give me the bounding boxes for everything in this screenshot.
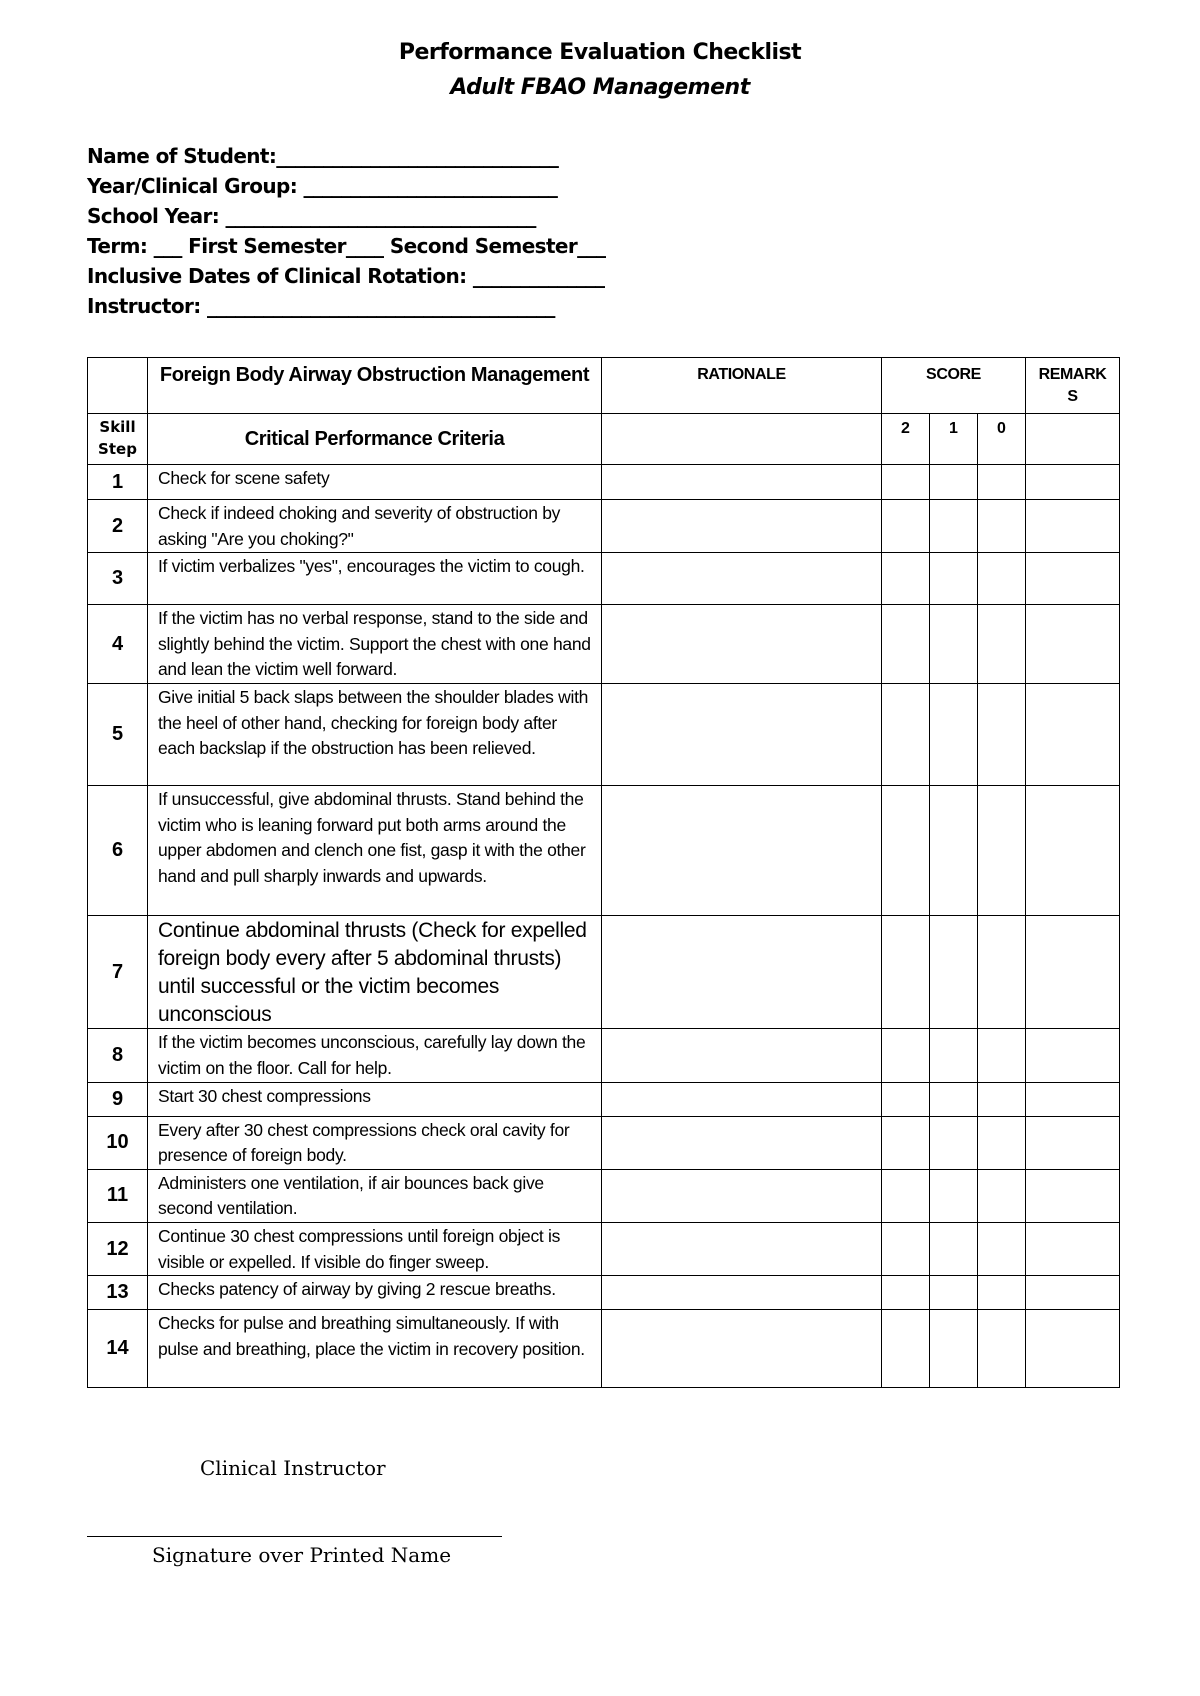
score-0-cell[interactable] (978, 1116, 1026, 1169)
step-number: 7 (88, 916, 148, 1029)
score-2-cell[interactable] (882, 786, 930, 916)
table-row (88, 1116, 1120, 1169)
score-0-header: 0 (978, 414, 1026, 465)
step-number: 10 (88, 1116, 148, 1169)
step-number: 14 (88, 1310, 148, 1388)
score-1-cell[interactable] (930, 1116, 978, 1169)
remarks-cell[interactable] (1026, 786, 1120, 916)
step-number: 13 (88, 1276, 148, 1310)
page-title: Performance Evaluation Checklist (398, 40, 802, 65)
page-subtitle: Adult FBAO Management (450, 75, 750, 100)
score-2-cell[interactable] (882, 1276, 930, 1310)
step-description: Continue abdominal thrusts (Check for expelled foreign body every after 5 abdominal thrusts) until successful or the victim becomes unconscious (148, 916, 602, 1029)
step-number: 12 (88, 1222, 148, 1275)
remarks-cell[interactable] (1026, 1116, 1120, 1169)
score-0-cell[interactable] (978, 916, 1026, 1029)
rationale-cell[interactable] (602, 916, 882, 1029)
remarks-cell[interactable] (1026, 1222, 1120, 1275)
score-1-cell[interactable] (930, 786, 978, 916)
rationale-cell[interactable] (602, 786, 882, 916)
score-2-cell[interactable] (882, 1169, 930, 1222)
remarks-header-blank (1026, 414, 1120, 465)
score-0-cell[interactable] (978, 1276, 1026, 1310)
rationale-cell[interactable] (602, 1276, 882, 1310)
step-number: 4 (88, 605, 148, 684)
step-number: 2 (88, 500, 148, 553)
score-0-cell[interactable] (978, 465, 1026, 500)
step-description: If the victim becomes unconscious, carefully lay down the victim on the floor. Call for help. (148, 1029, 602, 1082)
score-2-header: 2 (882, 414, 930, 465)
score-1-cell[interactable] (930, 500, 978, 553)
remarks-cell[interactable] (1026, 684, 1120, 786)
score-1-cell[interactable] (930, 1222, 978, 1275)
step-description: Start 30 chest compressions (148, 1082, 602, 1116)
rationale-cell[interactable] (602, 1116, 882, 1169)
remarks-cell[interactable] (1026, 500, 1120, 553)
remarks-cell[interactable] (1026, 1276, 1120, 1310)
score-0-cell[interactable] (978, 1029, 1026, 1082)
score-0-cell[interactable] (978, 786, 1026, 916)
corner-cell (88, 358, 148, 414)
table-row (88, 786, 1120, 916)
score-2-cell[interactable] (882, 684, 930, 786)
rationale-cell[interactable] (602, 500, 882, 553)
score-1-cell[interactable] (930, 1082, 978, 1116)
table-row (88, 1029, 1120, 1082)
remarks-cell[interactable] (1026, 1169, 1120, 1222)
rotation-dates-field: Inclusive Dates of Clinical Rotation: ______________ (87, 264, 605, 288)
table-row (88, 500, 1120, 553)
rationale-cell[interactable] (602, 1310, 882, 1388)
signature-line (87, 1536, 502, 1537)
score-1-cell[interactable] (930, 1310, 978, 1388)
remarks-header: REMARKS (1026, 358, 1120, 414)
table-row (88, 916, 1120, 1029)
step-number: 6 (88, 786, 148, 916)
step-number: 8 (88, 1029, 148, 1082)
remarks-cell[interactable] (1026, 605, 1120, 684)
step-number: 1 (88, 465, 148, 500)
table-row (88, 1169, 1120, 1222)
table-row (88, 684, 1120, 786)
score-1-cell[interactable] (930, 916, 978, 1029)
score-2-cell[interactable] (882, 500, 930, 553)
table-row (88, 465, 1120, 500)
score-1-cell[interactable] (930, 1169, 978, 1222)
step-description: If victim verbalizes "yes", encourages the victim to cough. (148, 553, 602, 605)
remarks-cell[interactable] (1026, 465, 1120, 500)
score-1-cell[interactable] (930, 1276, 978, 1310)
step-description: Every after 30 chest compressions check oral cavity for presence of foreign body. (148, 1116, 602, 1169)
score-0-cell[interactable] (978, 684, 1026, 786)
student-info-fields (87, 141, 605, 321)
score-0-cell[interactable] (978, 1310, 1026, 1388)
rationale-cell[interactable] (602, 684, 882, 786)
table-row (88, 1310, 1120, 1388)
step-number: 5 (88, 684, 148, 786)
remarks-cell[interactable] (1026, 916, 1120, 1029)
score-header: SCORE (882, 358, 1026, 414)
signature-role: Clinical Instructor (200, 1456, 386, 1480)
step-description: Administers one ventilation, if air bounces back give second ventilation. (148, 1169, 602, 1222)
step-description: Checks patency of airway by giving 2 rescue breaths. (148, 1276, 602, 1310)
score-0-cell[interactable] (978, 500, 1026, 553)
step-description: Continue 30 chest compressions until foreign object is visible or expelled. If visible do finger sweep. (148, 1222, 602, 1275)
score-2-cell[interactable] (882, 1029, 930, 1082)
score-1-cell[interactable] (930, 465, 978, 500)
step-description: Check for scene safety (148, 465, 602, 500)
score-2-cell[interactable] (882, 1082, 930, 1116)
score-2-cell[interactable] (882, 916, 930, 1029)
table-row (88, 553, 1120, 605)
skill-step-label: Skill Step (88, 414, 148, 465)
score-0-cell[interactable] (978, 1169, 1026, 1222)
score-0-cell[interactable] (978, 605, 1026, 684)
score-2-cell[interactable] (882, 1310, 930, 1388)
remarks-cell[interactable] (1026, 1029, 1120, 1082)
rationale-cell[interactable] (602, 1029, 882, 1082)
remarks-cell[interactable] (1026, 1082, 1120, 1116)
student-name-field: Name of Student:______________________________ (87, 144, 559, 168)
step-number: 11 (88, 1169, 148, 1222)
table-row (88, 605, 1120, 684)
step-description: If unsuccessful, give abdominal thrusts. Stand behind the victim who is leaning forward put both arms around the upper abdomen and clench one fist, gasp it with the other hand and pull sharply inwards and upwards. (148, 786, 602, 916)
score-2-cell[interactable] (882, 553, 930, 605)
rationale-cell[interactable] (602, 605, 882, 684)
remarks-cell[interactable] (1026, 553, 1120, 605)
criteria-header: Critical Performance Criteria (148, 414, 602, 465)
table-row (88, 1276, 1120, 1310)
table-main-header: Foreign Body Airway Obstruction Management (148, 358, 602, 414)
score-2-cell[interactable] (882, 1222, 930, 1275)
rationale-cell[interactable] (602, 553, 882, 605)
rationale-header: RATIONALE (602, 358, 882, 414)
score-0-cell[interactable] (978, 1222, 1026, 1275)
score-1-cell[interactable] (930, 605, 978, 684)
instructor-field: Instructor: _____________________________________ (87, 294, 555, 318)
step-description: If the victim has no verbal response, stand to the side and slightly behind the victim. Support the chest with one hand and lean the victim well forward. (148, 605, 602, 684)
step-description: Check if indeed choking and severity of obstruction by asking "Are you choking?" (148, 500, 602, 553)
table-row (88, 1082, 1120, 1116)
rationale-header-blank (602, 414, 882, 465)
rationale-cell[interactable] (602, 1082, 882, 1116)
score-0-cell[interactable] (978, 1082, 1026, 1116)
rationale-cell[interactable] (602, 465, 882, 500)
score-1-header: 1 (930, 414, 978, 465)
score-2-cell[interactable] (882, 465, 930, 500)
score-1-cell[interactable] (930, 553, 978, 605)
score-2-cell[interactable] (882, 605, 930, 684)
step-description: Checks for pulse and breathing simultaneously. If with pulse and breathing, place the victim in recovery position. (148, 1310, 602, 1388)
score-1-cell[interactable] (930, 684, 978, 786)
rationale-cell[interactable] (602, 1222, 882, 1275)
step-number: 9 (88, 1082, 148, 1116)
signature-label: Signature over Printed Name (152, 1543, 452, 1567)
school-year-field: School Year: _________________________________ (87, 204, 536, 228)
term-field: Term: ___ First Semester____ Second Semester___ (87, 234, 606, 258)
score-0-cell[interactable] (978, 553, 1026, 605)
step-number: 3 (88, 553, 148, 605)
rationale-cell[interactable] (602, 1169, 882, 1222)
table-row (88, 1222, 1120, 1275)
step-description: Give initial 5 back slaps between the shoulder blades with the heel of other hand, checking for foreign body after each backslap if the obstruction has been relieved. (148, 684, 602, 786)
score-1-cell[interactable] (930, 1029, 978, 1082)
checklist-table (87, 357, 1120, 1388)
clinical-group-field: Year/Clinical Group: ___________________________ (87, 174, 558, 198)
remarks-cell[interactable] (1026, 1310, 1120, 1388)
score-2-cell[interactable] (882, 1116, 930, 1169)
